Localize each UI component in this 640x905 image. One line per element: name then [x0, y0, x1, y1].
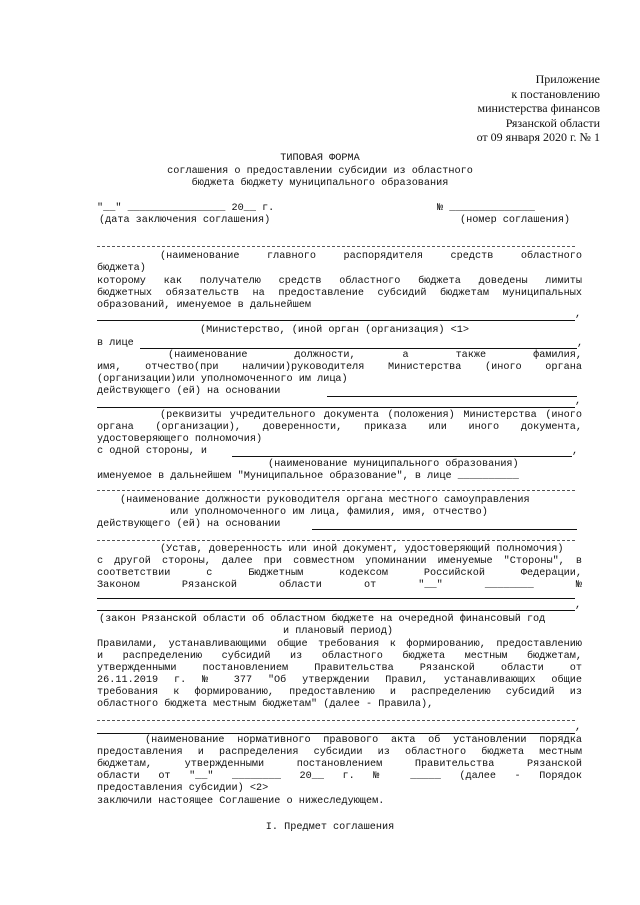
body-line: в лице — [97, 338, 134, 349]
body-line: утвержденными постановлением Правительства Рязанской области от — [97, 663, 582, 674]
body-line: и распределению субсидий из областного бюджета местным бюджетам, — [97, 651, 582, 662]
fill-line — [97, 540, 575, 541]
agreement-date-field: "__" ________________ 20__ г. — [97, 203, 275, 214]
form-subtitle-1: соглашения о предоставлении субсидии из областного — [167, 166, 473, 177]
appendix-line-4: Рязанской области — [505, 115, 600, 130]
caption-municipality: (наименование муниципального образования) — [268, 459, 519, 470]
body-line: образований, именуемое в дальнейшем — [97, 300, 311, 311]
fill-line — [97, 320, 575, 321]
appendix-line-1: Приложение — [535, 72, 600, 86]
fill-line — [97, 720, 575, 721]
body-line: предоставления и распределения субсидии из областного бюджета местным — [97, 747, 582, 758]
form-title: ТИПОВАЯ ФОРМА — [280, 153, 360, 164]
fill-line — [97, 598, 575, 599]
fill-line — [97, 246, 575, 247]
body-line: требования к формированию, предоставлению и распределению субсидий из — [97, 687, 582, 698]
body-line: области от "__" ________ 20__ г. № _____ (далее - Порядок — [97, 771, 582, 782]
body-line: бюджетам, утвержденными постановлением Правительства Рязанской — [97, 759, 582, 770]
body-line: бюджета) — [97, 263, 146, 274]
caption-charter-municipal: (Устав, доверенность или иной документ, удостоверяющий полномочия) — [160, 544, 564, 555]
fill-line — [97, 610, 575, 611]
body-line: областного бюджета местным бюджетам" (далее - Правила), — [97, 699, 434, 710]
body-line: (организации)или уполномоченного им лица) — [97, 374, 348, 385]
body-line: действующего (ей) на основании — [97, 386, 281, 397]
fill-line — [97, 407, 575, 408]
body-line: бюджетных обязательств на предоставление субсидий бюджетам муниципальных — [97, 288, 582, 299]
body-line: действующего (ей) на основании — [97, 519, 281, 530]
section-heading: I. Предмет соглашения — [265, 822, 395, 833]
body-line: имя, отчество(при наличии)руководителя Министерства (иного органа — [97, 362, 582, 373]
body-line: с одной стороны, и — [97, 446, 208, 457]
body-line: удостоверяющего полномочия) — [97, 434, 263, 445]
form-subtitle-2: бюджета бюджету муниципального образования — [191, 178, 449, 189]
caption-head-name: или уполномоченного им лица, фамилия, имя, отчество) — [170, 507, 488, 518]
fill-line — [140, 348, 577, 349]
appendix-block — [400, 72, 600, 145]
date-caption: (дата заключения соглашения) — [99, 215, 271, 226]
fill-line — [97, 490, 575, 491]
caption-ministry: (Министерство, (иной орган (организация) <1> — [200, 325, 469, 336]
fill-line — [327, 396, 577, 397]
body-line: с другой стороны, далее при совместном упоминании именуемые "Стороны", в — [97, 556, 582, 567]
body-line: органа (организации), доверенности, приказа или иного документа, — [97, 422, 582, 433]
body-line: заключили настоящее Соглашение о нижеследующем. — [97, 796, 385, 807]
fill-line — [312, 529, 577, 530]
caption-main-distributor: (наименование главного распорядителя средств областного — [160, 251, 582, 262]
appendix-line-5: от 09 января 2020 г. № 1 — [476, 130, 600, 144]
appendix-line-2: к постановлению — [511, 86, 600, 101]
body-line: Законом Рязанской области от "__" ________ № — [97, 580, 582, 591]
body-line: которому как получателю средств областного бюджета доведены лимиты — [97, 276, 582, 287]
body-line: 26.11.2019 г. № 377 "Об утверждении Правил, устанавливающих общие — [97, 675, 582, 686]
caption-budget-law-2: и плановый период) — [283, 626, 394, 637]
fill-line — [97, 733, 575, 734]
appendix-line-3: министерства финансов — [477, 101, 600, 115]
agreement-number-field: № ______________ — [437, 203, 535, 214]
body-line: именуемое в дальнейшем "Муниципальное образование", в лице __________ — [97, 471, 519, 482]
body-line: Правилами, устанавливающими общие требования к формированию, предоставлению — [97, 639, 582, 650]
caption-budget-law: (закон Рязанской области об областном бюджете на очередной финансовый год — [99, 614, 546, 625]
caption-normative-act: (наименование нормативного правового акта об установлении порядка — [145, 735, 582, 746]
caption-position: (наименование должности, а также фамилия, — [168, 350, 582, 361]
body-line: предоставления субсидии) <2> — [97, 783, 269, 794]
caption-charter: (реквизиты учредительного документа (положения) Министерства (иного — [160, 410, 582, 421]
document-page: Приложение к постановлению министерства финансов Рязанской области от 09 января 2020 г. № 1 ТИПОВАЯ ФОРМА соглашения о предоставлении субсидии из областного бюджета бюджету муниципального образования "__" ________________ 20__ г. № ______________ (дата заключения соглашения) (номер соглашения) (наименование главного распорядителя средств областного бюджета) которому как получателю средств областного бюджета доведены лимиты бюджетных обязательств на предоставление субсидий бюджетам муниципальных образований, именуемое в дальнейшем , (Министерство, (иной орган (организация) <1> в лице , (наименование должности, а также фамилия, имя, отчество(при наличии)руководителя Министерства (иного органа (организации)или уполномоченного им лица) действующего (ей) на основании , (реквизиты учредительного документа (положения) Министерства (иного органа (организации), доверенности, приказа или иного документа, удостоверяющего полномочия) с одной стороны, и , (наименование муниципального образования) именуемое в дальнейшем "Муниципальное образование", в лице __________ (наименование должности руководителя органа местного самоуправления или уполномоченного им лица, фамилия, имя, отчество) действующего (ей) на основании (Устав, доверенность или иной документ, удостоверяющий полномочия) с другой стороны, далее при совместном упоминании именуемые "Стороны", в соответствии с Бюджетным кодексом Российской Федерации, Законом Рязанской области от "__" ________ № , (закон Рязанской области об областном бюджете на очередной финансовый год и плановый период) Правилами, устанавливающими общие требования к формированию, предоставлению и распределению субсидий из областного бюджета местным бюджетам, утвержденными постановлением Правительства Рязанской области от 26.11.2019 г. № 377 "Об утверждении Правил, устанавливающих общие требования к формированию, предоставлению и распределению субсидий из областного бюджета местным бюджетам" (далее - Правила), , (наименование нормативного правового акта об установлении порядка предоставления и распределения субсидии из областного бюджета местным бюджетам, утвержденными постановлением Правительства Рязанской области от "__" ________ 20__ г. № _____ (далее - Порядок предоставления субсидии) <2> заключили настоящее Соглашение о нижеследующем. I. Предмет соглашения — [0, 0, 640, 905]
caption-head-position: (наименование должности руководителя органа местного самоуправления — [120, 495, 530, 506]
number-caption: (номер соглашения) — [460, 215, 571, 226]
body-line: соответствии с Бюджетным кодексом Российской Федерации, — [97, 568, 582, 579]
fill-line — [232, 456, 572, 457]
